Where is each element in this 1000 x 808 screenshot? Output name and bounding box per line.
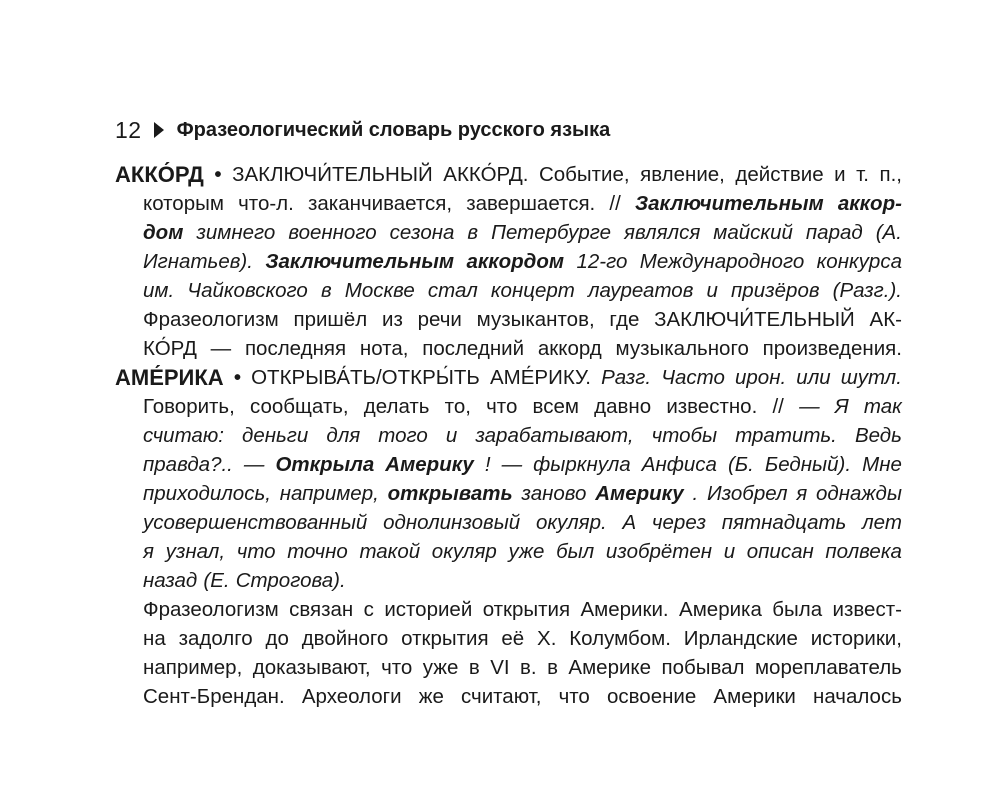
word: Международного <box>639 250 805 273</box>
word: связан <box>289 598 354 621</box>
word: пришёл <box>293 308 368 331</box>
word: историей <box>384 598 473 621</box>
word: что <box>486 395 518 418</box>
word: концерт <box>490 279 575 302</box>
running-header <box>115 112 610 148</box>
entry-line <box>143 537 902 567</box>
word: (Разг.). <box>832 279 902 302</box>
word: — <box>210 337 232 360</box>
word: узнал, <box>165 540 226 563</box>
word: Бедный). <box>764 453 852 476</box>
example-keyword: дом <box>143 221 184 244</box>
word: мореплаватель <box>754 656 902 679</box>
word: окуляр. <box>535 511 607 534</box>
word: окуляр <box>431 540 497 563</box>
word: в <box>547 656 558 679</box>
word: была <box>772 598 823 621</box>
word: до <box>265 627 289 650</box>
word: и <box>834 163 846 186</box>
word: зимнего <box>196 221 276 244</box>
word: Я <box>834 395 849 418</box>
word: произведения. <box>762 337 902 360</box>
word: Открыла <box>275 453 375 476</box>
entry-line <box>143 247 902 277</box>
word: Фразеологизм <box>143 308 279 331</box>
word: Разг. <box>601 366 652 389</box>
word: полвека <box>825 540 902 563</box>
word: Колумбом. <box>569 627 671 650</box>
word: аккордом <box>466 250 565 273</box>
word: парад <box>805 221 863 244</box>
word: началось <box>813 685 902 708</box>
word: Америка <box>679 598 762 621</box>
word: через <box>651 511 707 534</box>
entry-line <box>143 276 902 306</box>
entry-line <box>143 566 902 596</box>
entry-bullet: • <box>233 366 241 389</box>
word: — <box>799 395 820 418</box>
word: изобрётен <box>605 540 713 563</box>
word: Америки. <box>580 598 669 621</box>
word: был <box>556 540 595 563</box>
word: в <box>320 279 332 302</box>
entry-line <box>143 682 902 712</box>
word: действие <box>735 163 824 186</box>
entry-line <box>143 392 902 422</box>
word: VI <box>490 656 510 679</box>
word: Событие, <box>538 163 630 186</box>
word: // <box>772 395 784 418</box>
word: КО́РД <box>143 337 197 360</box>
entry-headword: АМЕ́РИКА <box>115 365 224 390</box>
word: что-л. <box>238 192 294 215</box>
word: на <box>143 627 166 650</box>
word: Говорить, <box>143 395 235 418</box>
word: майский <box>713 221 793 244</box>
word: всем <box>532 395 579 418</box>
word: историки, <box>810 627 902 650</box>
word: Петербурге <box>491 221 612 244</box>
word: задолго <box>178 627 253 650</box>
triangle-arrow-icon <box>154 122 164 138</box>
word: однажды <box>816 482 902 505</box>
entry-bullet: • <box>214 163 222 186</box>
word: пятнадцать <box>721 511 847 534</box>
word: Заключительным <box>265 250 455 273</box>
word: доказывают, <box>252 656 371 679</box>
word: Чайковского <box>187 279 308 302</box>
word: такой <box>359 540 421 563</box>
word: музыкального <box>615 337 749 360</box>
word: последний <box>422 337 525 360</box>
entry-line <box>143 305 902 335</box>
word: деньги <box>242 424 309 447</box>
word: что <box>236 540 276 563</box>
entry-line <box>143 653 902 683</box>
entry-headword: АККО́РД <box>115 162 204 187</box>
word: например, <box>279 482 379 505</box>
word: я <box>796 482 808 505</box>
word: музыкантов, <box>476 308 595 331</box>
word: уже <box>508 540 545 563</box>
word: так <box>863 395 902 418</box>
word: считают, <box>461 685 542 708</box>
word: побывал <box>661 656 745 679</box>
word: правда?.. <box>143 453 233 476</box>
word: АМЕ́РИКУ. <box>490 366 591 389</box>
word: в <box>467 221 479 244</box>
word: (Б. <box>727 453 754 476</box>
word: фыркнула <box>533 453 631 476</box>
word: Х. <box>537 627 557 650</box>
entry-line <box>115 363 902 393</box>
word: точно <box>287 540 348 563</box>
word: Заключительным <box>634 192 824 215</box>
example-text: заново <box>521 482 587 505</box>
entry-line <box>143 189 902 219</box>
word: зарабатывают, <box>475 424 634 447</box>
word: (А. <box>875 221 902 244</box>
word: уже <box>422 656 459 679</box>
entry-line <box>143 421 902 451</box>
word: из <box>382 308 403 331</box>
word: . <box>692 482 699 505</box>
word: Ирландские <box>683 627 798 650</box>
word: тратить. <box>735 424 837 447</box>
word: А <box>622 511 637 534</box>
example-keyword: открывать <box>387 482 513 505</box>
word: АККО́РД. <box>443 163 529 186</box>
word: лауреатов <box>587 279 694 302</box>
example-keyword: Америку <box>595 482 684 505</box>
word: 12-го <box>576 250 628 273</box>
word: что <box>381 656 413 679</box>
word: что <box>558 685 590 708</box>
word: — <box>243 453 265 476</box>
word: делать <box>363 395 430 418</box>
entry-line <box>143 218 902 248</box>
word: последняя <box>244 337 347 360</box>
word: и <box>723 540 736 563</box>
word: нота, <box>359 337 409 360</box>
word: стал <box>427 279 478 302</box>
word: Часто <box>661 366 725 389</box>
word: её <box>501 627 525 650</box>
word: того <box>378 424 428 447</box>
word: назад <box>143 569 198 592</box>
word: же <box>418 685 444 708</box>
word: открытия <box>401 627 489 650</box>
word: то, <box>444 395 471 418</box>
word: т. <box>856 163 869 186</box>
word: аккорд <box>537 337 602 360</box>
word: Мне <box>862 453 902 476</box>
word: военного <box>288 221 377 244</box>
word: освоение <box>606 685 697 708</box>
word: и <box>706 279 718 302</box>
word: п., <box>879 163 902 186</box>
word: где <box>609 308 640 331</box>
word: лет <box>862 511 902 534</box>
example-text: Игнатьев). <box>143 250 253 273</box>
word: считаю: <box>143 424 224 447</box>
word: известно. <box>666 395 758 418</box>
word: // <box>609 192 621 215</box>
word: шутл. <box>840 366 902 389</box>
entry-line <box>143 450 902 480</box>
word: ОТКРЫВА́ТЬ/ОТКРЫ́ТЬ <box>251 366 480 389</box>
word: чтобы <box>651 424 718 447</box>
word: ! <box>484 453 491 476</box>
word: Америку <box>385 453 474 476</box>
word: для <box>326 424 361 447</box>
word: речи <box>417 308 462 331</box>
word: например, <box>143 656 243 679</box>
entry-line <box>143 479 902 509</box>
word: Америки <box>713 685 796 708</box>
word: Сент-Брендан. <box>143 685 285 708</box>
word: или <box>796 366 831 389</box>
word: открытия <box>482 598 571 621</box>
word: заканчивается, <box>308 192 453 215</box>
word: в. <box>520 656 537 679</box>
entry-line <box>143 595 902 625</box>
word: усовершенствованный <box>143 511 368 534</box>
word: описан <box>746 540 814 563</box>
word: ЗАКЛЮЧИ́ТЕЛЬНЫЙ <box>654 308 855 331</box>
entry-line <box>143 624 902 654</box>
word: ирон. <box>735 366 787 389</box>
word: Строгова). <box>235 569 346 592</box>
entry-line <box>143 334 902 364</box>
word: давно <box>594 395 652 418</box>
word: Анфиса <box>641 453 717 476</box>
word: сезона <box>389 221 455 244</box>
entry-line <box>115 160 902 190</box>
word: Изобрел <box>706 482 788 505</box>
word: призёров <box>731 279 820 302</box>
word: которым <box>143 192 224 215</box>
word: АК- <box>869 308 902 331</box>
word: однолинзовый <box>383 511 521 534</box>
word: Фразеологизм <box>143 598 279 621</box>
word: и <box>445 424 458 447</box>
word: являлся <box>624 221 701 244</box>
word: я <box>143 540 154 563</box>
word: Москве <box>344 279 415 302</box>
word: приходилось, <box>143 482 271 505</box>
word: в <box>468 656 480 679</box>
word: завершается. <box>466 192 596 215</box>
page-number: 12 <box>115 116 142 143</box>
word: Археологи <box>301 685 402 708</box>
word: извест- <box>832 598 902 621</box>
word: ЗАКЛЮЧИ́ТЕЛЬНЫЙ <box>232 163 433 186</box>
word: явление, <box>640 163 725 186</box>
word: двойного <box>301 627 389 650</box>
word: Америке <box>568 656 652 679</box>
word: Ведь <box>854 424 902 447</box>
entry-line <box>143 508 902 538</box>
book-title: Фразеологический словарь русского языка <box>176 118 611 141</box>
word: (Е. <box>203 569 230 592</box>
word: с <box>363 598 374 621</box>
word: — <box>501 453 523 476</box>
word: конкурса <box>816 250 902 273</box>
word: им. <box>143 279 175 302</box>
word: сообщать, <box>250 395 349 418</box>
word: аккор- <box>837 192 902 215</box>
